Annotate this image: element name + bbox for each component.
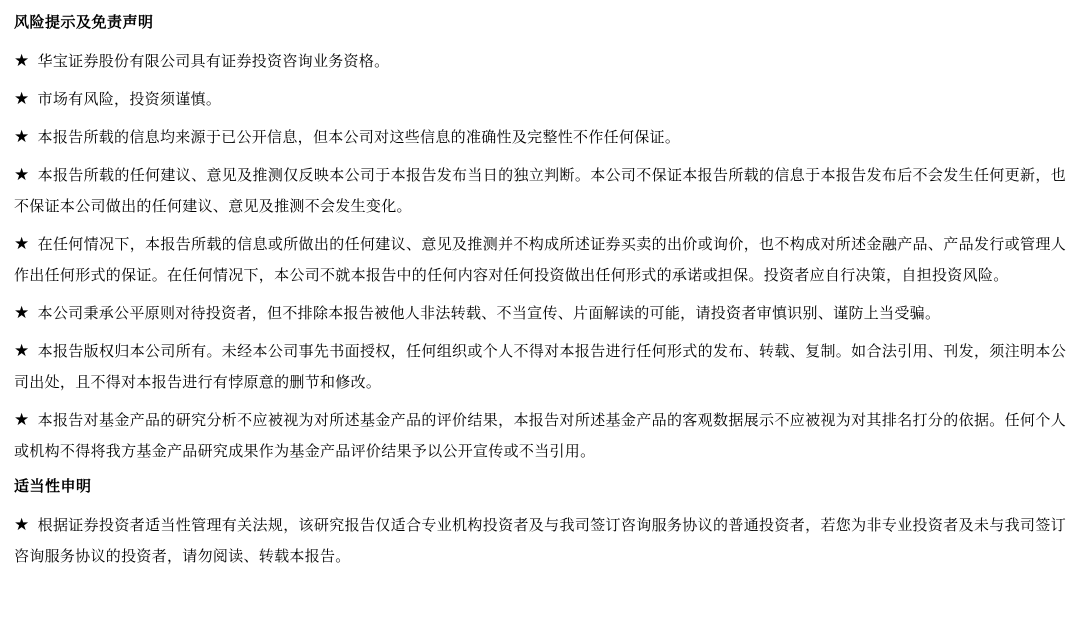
risk-disclaimer-heading: 风险提示及免责声明 <box>14 13 154 31</box>
disclaimer-item <box>14 84 1066 115</box>
star-bullet-icon: ★ <box>14 51 30 71</box>
suitability-statement-heading: 适当性申明 <box>14 477 92 495</box>
disclaimer-item <box>14 160 1066 222</box>
disclaimer-item-text: 在任何情况下，本报告所载的信息或所做出的任何建议、意见及推测并不构成所述证券买卖的出价或询价，也不构成对所述金融产品、产品发行或管理人作出任何形式的保证。在任何情况下，本公司不就本报告中的任何内容对任何投资做出任何形式的承诺或担保。投资者应自行决策，自担投资风险。 <box>14 235 1066 284</box>
suitability-item-text: 根据证券投资者适当性管理有关法规，该研究报告仅适合专业机构投资者及与我司签订咨询服务协议的普通投资者，若您为非专业投资者及未与我司签订咨询服务协议的投资者，请勿阅读、转载本报告。 <box>14 516 1066 565</box>
disclaimer-item <box>14 405 1066 467</box>
disclaimer-item-text: 本报告所载的信息均来源于已公开信息，但本公司对这些信息的准确性及完整性不作任何保证。 <box>37 128 681 146</box>
disclaimer-item <box>14 336 1066 398</box>
disclaimer-item <box>14 229 1066 291</box>
suitability-item <box>14 510 1066 572</box>
disclaimer-item <box>14 46 1066 77</box>
disclaimer-item-text: 本公司秉承公平原则对待投资者，但不排除本报告被他人非法转载、不当宣传、片面解读的可能，请投资者审慎识别、谨防上当受骗。 <box>37 304 941 322</box>
disclaimer-item <box>14 298 1066 329</box>
star-bullet-icon: ★ <box>14 165 30 185</box>
disclaimer-item <box>14 122 1066 153</box>
star-bullet-icon: ★ <box>14 341 30 361</box>
star-bullet-icon: ★ <box>14 127 30 147</box>
disclaimer-item-text: 华宝证券股份有限公司具有证券投资咨询业务资格。 <box>37 52 390 70</box>
star-bullet-icon: ★ <box>14 303 30 323</box>
disclaimer-item-text: 本报告对基金产品的研究分析不应被视为对所述基金产品的评价结果，本报告对所述基金产品的客观数据展示不应被视为对其排名打分的依据。任何个人或机构不得将我方基金产品研究成果作为基金产品评价结果予以公开宣传或不当引用。 <box>14 411 1066 460</box>
star-bullet-icon: ★ <box>14 410 30 430</box>
disclaimer-item-text: 本报告所载的任何建议、意见及推测仅反映本公司于本报告发布当日的独立判断。本公司不保证本报告所载的信息于本报告发布后不会发生任何更新，也不保证本公司做出的任何建议、意见及推测不会发生变化。 <box>14 166 1066 215</box>
disclaimer-item-text: 市场有风险，投资须谨慎。 <box>37 90 222 108</box>
disclaimer-item-text: 本报告版权归本公司所有。未经本公司事先书面授权，任何组织或个人不得对本报告进行任何形式的发布、转载、复制。如合法引用、刊发，须注明本公司出处，且不得对本报告进行有悖原意的删节和修改。 <box>14 342 1066 391</box>
star-bullet-icon: ★ <box>14 234 30 254</box>
star-bullet-icon: ★ <box>14 515 30 535</box>
star-bullet-icon: ★ <box>14 89 30 109</box>
